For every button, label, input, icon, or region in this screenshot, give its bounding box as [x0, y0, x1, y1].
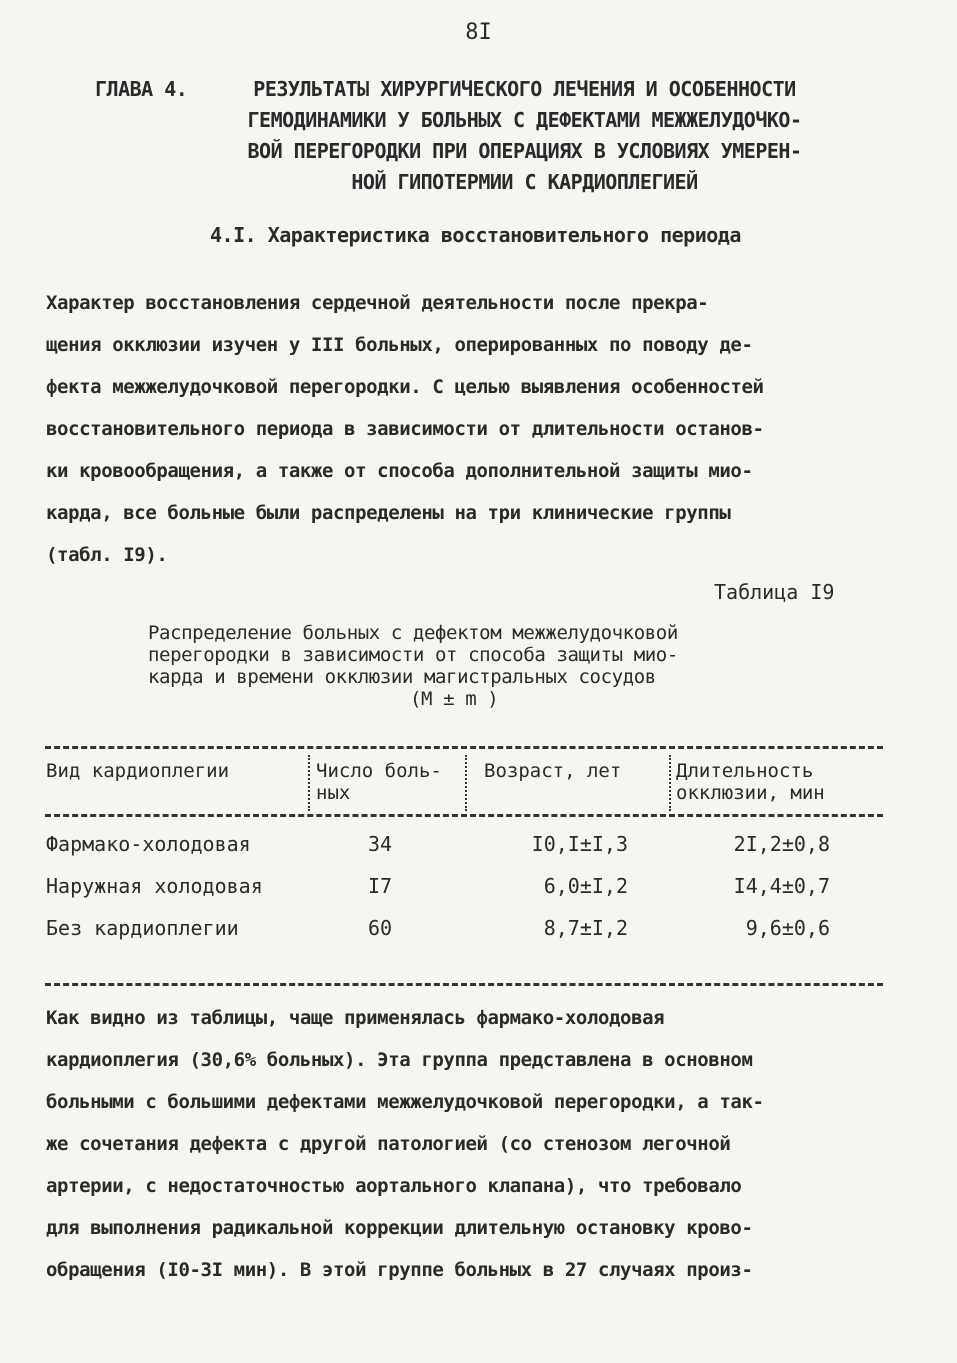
cell-count: 60	[367, 916, 393, 940]
table-header-age: Возраст, лет	[484, 760, 622, 782]
text-line: фекта межжелудочковой перегородки. С целью выявления особенностей	[46, 376, 764, 398]
table-row	[0, 874, 957, 908]
cell-duration: 9,6±0,6	[745, 916, 830, 940]
chapter-title	[212, 74, 837, 198]
page-number: 8I	[465, 20, 492, 45]
table-header-duration: Длительность окклюзии, мин	[676, 760, 825, 804]
text-line: щения окклюзии изучен у III больных, оперированных по поводу де-	[46, 334, 753, 356]
text-line: для выполнения радикальной коррекции длительную остановку крово-	[46, 1217, 753, 1239]
cell-duration: 2I,2±0,8	[733, 832, 830, 856]
cell-age: I0,I±I,3	[531, 832, 628, 856]
section-title: 4.I. Характеристика восстановительного периода	[210, 223, 741, 247]
column-divider	[669, 755, 671, 811]
chapter-title-line: ГЕМОДИНАМИКИ У БОЛЬНЫХ С ДЕФЕКТАМИ МЕЖЖЕЛУДОЧКО-	[247, 108, 802, 132]
table-row	[0, 832, 957, 866]
cell-duration: I4,4±0,7	[733, 874, 830, 898]
text-line: карда, все больные были распределены на три клинические группы	[46, 502, 731, 524]
text-line: восстановительного периода в зависимости от длительности останов-	[46, 418, 764, 440]
column-divider	[465, 755, 467, 811]
cell-age: 6,0±I,2	[543, 874, 628, 898]
text-line: (табл. I9).	[46, 544, 168, 566]
caption-line: карда и времени окклюзии магистральных сосудов	[148, 666, 656, 688]
table-header-count: Число боль- ных	[316, 760, 442, 804]
text-line: больными с большими дефектами межжелудочковой перегородки, а так-	[46, 1091, 764, 1113]
cell-type: Без кардиоплегии	[46, 916, 239, 940]
chapter-label: ГЛАВА 4.	[95, 77, 188, 101]
table-caption	[148, 622, 678, 710]
table-header-rule	[45, 814, 883, 817]
chapter-title-line: ВОЙ ПЕРЕГОРОДКИ ПРИ ОПЕРАЦИЯХ В УСЛОВИЯХ УМЕРЕН-	[247, 139, 802, 163]
column-divider	[308, 755, 310, 811]
cell-age: 8,7±I,2	[543, 916, 628, 940]
cell-type: Фармако-холодовая	[46, 832, 251, 856]
table-bottom-rule	[45, 983, 883, 986]
cell-type: Наружная холодовая	[46, 874, 263, 898]
text-line: же сочетания дефекта с другой патологией (со стенозом легочной	[46, 1133, 731, 1155]
text-line: обращения (I0-3I мин). В этой группе больных в 27 случаях произ-	[46, 1259, 753, 1281]
text-line: ки кровообращения, а также от способа дополнительной защиты мио-	[46, 460, 753, 482]
paragraph-2	[46, 997, 896, 1291]
table-row	[0, 916, 957, 950]
table-header-type: Вид кардиоплегии	[46, 760, 230, 782]
table-label: Таблица I9	[714, 580, 835, 604]
text-line: кардиоплегия (30,6% больных). Эта группа представлена в основном	[46, 1049, 753, 1071]
caption-line: Распределение больных с дефектом межжелудочковой	[148, 622, 678, 644]
cell-count: 34	[367, 832, 393, 856]
paragraph-1	[46, 282, 896, 576]
cell-count: I7	[367, 874, 393, 898]
text-line: артерии, с недостаточностью аортального клапана), что требовало	[46, 1175, 742, 1197]
text-line: Характер восстановления сердечной деятельности после прекра-	[46, 292, 709, 314]
chapter-title-line: РЕЗУЛЬТАТЫ ХИРУРГИЧЕСКОГО ЛЕЧЕНИЯ И ОСОБЕННОСТИ	[253, 77, 796, 101]
caption-line: перегородки в зависимости от способа защиты мио-	[148, 644, 678, 666]
table-top-rule	[45, 746, 883, 749]
chapter-title-line: НОЙ ГИПОТЕРМИИ С КАРДИОПЛЕГИЕЙ	[351, 170, 698, 194]
caption-unit: (M ± m )	[410, 688, 499, 710]
text-line: Как видно из таблицы, чаще применялась фармако-холодовая	[46, 1007, 665, 1029]
